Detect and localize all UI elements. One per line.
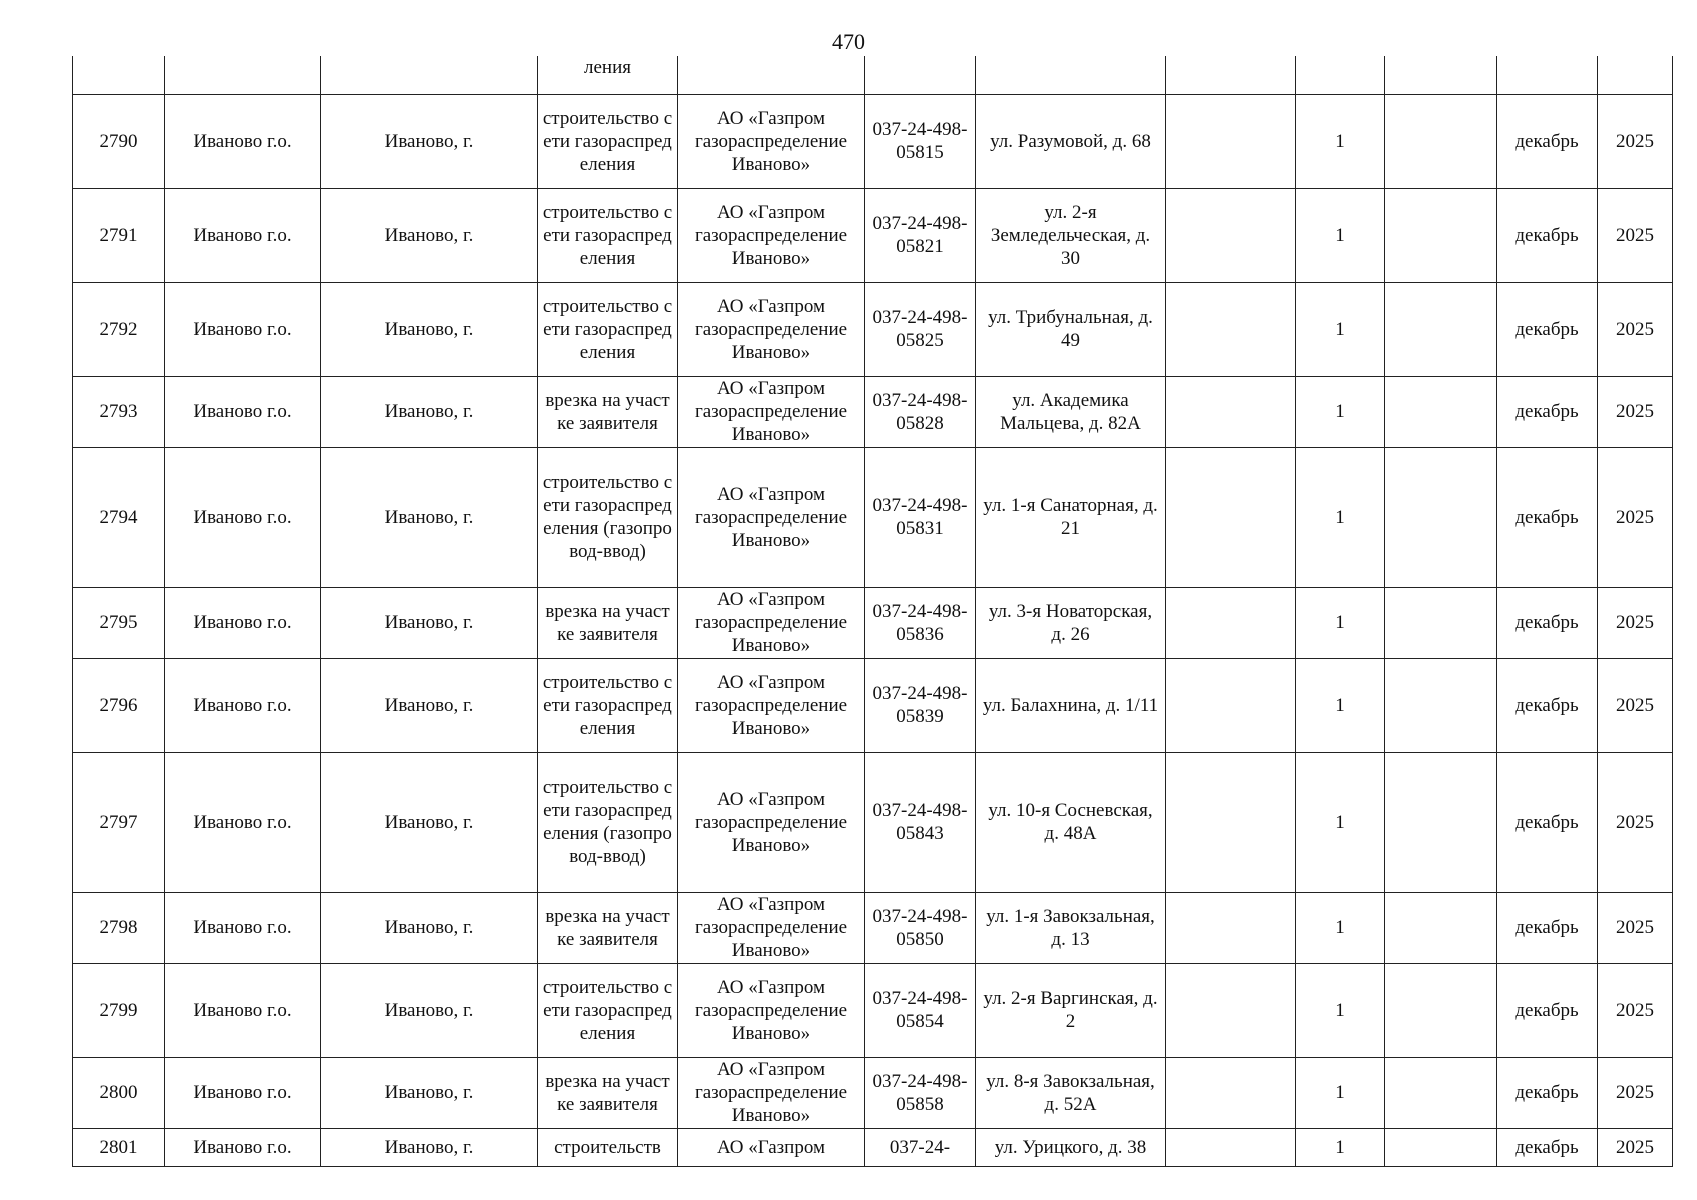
cell-count: 1	[1296, 447, 1385, 587]
cell-org	[678, 56, 865, 94]
cell-count: 1	[1296, 658, 1385, 752]
cell-empty	[1166, 1057, 1296, 1128]
cell-count: 1	[1296, 1128, 1385, 1166]
cell-work: строительство сети газораспределения (газопровод-ввод)	[538, 447, 678, 587]
cell-month: декабрь	[1497, 892, 1598, 963]
cell-work: строительство сети газораспределения	[538, 94, 678, 188]
cell-district: Иваново г.о.	[165, 658, 321, 752]
cell-empty	[1385, 282, 1497, 376]
cell-year: 2025	[1598, 188, 1673, 282]
cell-no: 2798	[73, 892, 165, 963]
cell-no: 2799	[73, 963, 165, 1057]
cell-empty	[1166, 56, 1296, 94]
cell-code: 037-24-498-05858	[865, 1057, 976, 1128]
gas-connection-table	[72, 56, 1673, 1167]
cell-empty	[1385, 94, 1497, 188]
cell-code: 037-24-498-05854	[865, 963, 976, 1057]
cell-address: ул. 1-я Санаторная, д. 21	[976, 447, 1166, 587]
table-row	[73, 376, 1673, 447]
cell-district: Иваново г.о.	[165, 94, 321, 188]
cell-empty	[1385, 1057, 1497, 1128]
cell-count: 1	[1296, 282, 1385, 376]
cell-locality	[321, 56, 538, 94]
cell-count: 1	[1296, 94, 1385, 188]
cell-work: врезка на участке заявителя	[538, 892, 678, 963]
cell-year: 2025	[1598, 447, 1673, 587]
cell-district: Иваново г.о.	[165, 1057, 321, 1128]
table-row	[73, 892, 1673, 963]
cell-empty	[1385, 188, 1497, 282]
table-row	[73, 188, 1673, 282]
cell-code: 037-24-498-05839	[865, 658, 976, 752]
cell-count: 1	[1296, 188, 1385, 282]
cell-no: 2791	[73, 188, 165, 282]
cell-work: строительство сети газораспределения	[538, 282, 678, 376]
table-row-continued	[73, 56, 1673, 94]
cell-locality: Иваново, г.	[321, 658, 538, 752]
cell-no: 2796	[73, 658, 165, 752]
cell-empty	[1166, 892, 1296, 963]
table-row	[73, 1128, 1673, 1166]
cell-work: врезка на участке заявителя	[538, 376, 678, 447]
cell-empty	[1385, 447, 1497, 587]
table-row	[73, 94, 1673, 188]
cell-org: АО «Газпром газораспределение Иваново»	[678, 1057, 865, 1128]
table-row	[73, 658, 1673, 752]
cell-count	[1296, 56, 1385, 94]
cell-empty	[1385, 56, 1497, 94]
cell-empty	[1166, 752, 1296, 892]
page-number: 470	[832, 29, 865, 54]
cell-empty	[1166, 587, 1296, 658]
cell-org: АО «Газпром газораспределение Иваново»	[678, 188, 865, 282]
cell-org: АО «Газпром	[678, 1128, 865, 1166]
cell-locality: Иваново, г.	[321, 94, 538, 188]
cell-empty	[1166, 1128, 1296, 1166]
cell-address: ул. 3-я Новаторская, д. 26	[976, 587, 1166, 658]
cell-month: декабрь	[1497, 282, 1598, 376]
cell-year: 2025	[1598, 752, 1673, 892]
cell-count: 1	[1296, 892, 1385, 963]
cell-district: Иваново г.о.	[165, 1128, 321, 1166]
table-row	[73, 282, 1673, 376]
cell-work: строительство сети газораспределения	[538, 658, 678, 752]
cell-empty	[1385, 752, 1497, 892]
cell-month: декабрь	[1497, 1057, 1598, 1128]
cell-org: АО «Газпром газораспределение Иваново»	[678, 963, 865, 1057]
table-row	[73, 963, 1673, 1057]
cell-org: АО «Газпром газораспределение Иваново»	[678, 658, 865, 752]
cell-year	[1598, 56, 1673, 94]
cell-org: АО «Газпром газораспределение Иваново»	[678, 447, 865, 587]
cell-district: Иваново г.о.	[165, 282, 321, 376]
cell-district	[165, 56, 321, 94]
cell-month: декабрь	[1497, 587, 1598, 658]
cell-work: врезка на участке заявителя	[538, 587, 678, 658]
cell-year: 2025	[1598, 282, 1673, 376]
cell-org: АО «Газпром газораспределение Иваново»	[678, 94, 865, 188]
cell-district: Иваново г.о.	[165, 376, 321, 447]
cell-address: ул. 10-я Сосневская, д. 48А	[976, 752, 1166, 892]
cell-empty	[1166, 94, 1296, 188]
cell-no: 2797	[73, 752, 165, 892]
cell-empty	[1166, 963, 1296, 1057]
cell-no: 2794	[73, 447, 165, 587]
cell-empty	[1385, 892, 1497, 963]
cell-code: 037-24-498-05850	[865, 892, 976, 963]
cell-no	[73, 56, 165, 94]
cell-locality: Иваново, г.	[321, 1128, 538, 1166]
cell-address: ул. Трибунальная, д. 49	[976, 282, 1166, 376]
cell-month	[1497, 56, 1598, 94]
cell-code: 037-24-498-05828	[865, 376, 976, 447]
cell-empty	[1385, 1128, 1497, 1166]
cell-no: 2790	[73, 94, 165, 188]
cell-address: ул. 8-я Завокзальная, д. 52А	[976, 1057, 1166, 1128]
table-row	[73, 587, 1673, 658]
cell-locality: Иваново, г.	[321, 447, 538, 587]
cell-district: Иваново г.о.	[165, 188, 321, 282]
cell-locality: Иваново, г.	[321, 752, 538, 892]
cell-month: декабрь	[1497, 376, 1598, 447]
cell-no: 2793	[73, 376, 165, 447]
cell-locality: Иваново, г.	[321, 376, 538, 447]
cell-year: 2025	[1598, 94, 1673, 188]
cell-address	[976, 56, 1166, 94]
table-body	[73, 56, 1673, 1166]
cell-no: 2800	[73, 1057, 165, 1128]
cell-year: 2025	[1598, 963, 1673, 1057]
cell-code	[865, 56, 976, 94]
cell-code: 037-24-498-05843	[865, 752, 976, 892]
cell-code: 037-24-498-05825	[865, 282, 976, 376]
cell-work: ления	[538, 56, 678, 94]
cell-empty	[1385, 658, 1497, 752]
cell-work: строительство сети газораспределения (газопровод-ввод)	[538, 752, 678, 892]
cell-address: ул. Академика Мальцева, д. 82А	[976, 376, 1166, 447]
cell-code: 037-24-498-05821	[865, 188, 976, 282]
cell-month: декабрь	[1497, 752, 1598, 892]
cell-year: 2025	[1598, 587, 1673, 658]
cell-org: АО «Газпром газораспределение Иваново»	[678, 587, 865, 658]
cell-month: декабрь	[1497, 94, 1598, 188]
cell-address: ул. 1-я Завокзальная, д. 13	[976, 892, 1166, 963]
cell-address: ул. Балахнина, д. 1/11	[976, 658, 1166, 752]
cell-work: строительство сети газораспределения	[538, 188, 678, 282]
cell-empty	[1166, 447, 1296, 587]
cell-org: АО «Газпром газораспределение Иваново»	[678, 892, 865, 963]
cell-work: врезка на участке заявителя	[538, 1057, 678, 1128]
cell-month: декабрь	[1497, 1128, 1598, 1166]
cell-org: АО «Газпром газораспределение Иваново»	[678, 752, 865, 892]
cell-no: 2801	[73, 1128, 165, 1166]
cell-empty	[1166, 658, 1296, 752]
cell-district: Иваново г.о.	[165, 447, 321, 587]
cell-empty	[1385, 376, 1497, 447]
cell-count: 1	[1296, 1057, 1385, 1128]
cell-locality: Иваново, г.	[321, 963, 538, 1057]
cell-code: 037-24-	[865, 1128, 976, 1166]
table-row	[73, 752, 1673, 892]
cell-address: ул. Разумовой, д. 68	[976, 94, 1166, 188]
cell-year: 2025	[1598, 658, 1673, 752]
cell-year: 2025	[1598, 1057, 1673, 1128]
cell-locality: Иваново, г.	[321, 188, 538, 282]
cell-year: 2025	[1598, 376, 1673, 447]
cell-work: строительств	[538, 1128, 678, 1166]
cell-count: 1	[1296, 963, 1385, 1057]
cell-locality: Иваново, г.	[321, 282, 538, 376]
cell-empty	[1385, 587, 1497, 658]
table-row	[73, 447, 1673, 587]
cell-empty	[1166, 282, 1296, 376]
cell-month: декабрь	[1497, 658, 1598, 752]
cell-month: декабрь	[1497, 188, 1598, 282]
cell-district: Иваново г.о.	[165, 752, 321, 892]
cell-address: ул. 2-я Земледельческая, д. 30	[976, 188, 1166, 282]
cell-year: 2025	[1598, 892, 1673, 963]
cell-district: Иваново г.о.	[165, 892, 321, 963]
cell-count: 1	[1296, 587, 1385, 658]
cell-count: 1	[1296, 752, 1385, 892]
cell-locality: Иваново, г.	[321, 892, 538, 963]
cell-district: Иваново г.о.	[165, 587, 321, 658]
cell-empty	[1166, 188, 1296, 282]
table-row	[73, 1057, 1673, 1128]
cell-empty	[1166, 376, 1296, 447]
cell-org: АО «Газпром газораспределение Иваново»	[678, 376, 865, 447]
cell-empty	[1385, 963, 1497, 1057]
cell-address: ул. 2-я Варгинская, д. 2	[976, 963, 1166, 1057]
cell-code: 037-24-498-05815	[865, 94, 976, 188]
cell-address: ул. Урицкого, д. 38	[976, 1128, 1166, 1166]
cell-locality: Иваново, г.	[321, 587, 538, 658]
cell-work: строительство сети газораспределения	[538, 963, 678, 1057]
cell-month: декабрь	[1497, 447, 1598, 587]
cell-district: Иваново г.о.	[165, 963, 321, 1057]
cell-no: 2795	[73, 587, 165, 658]
cell-month: декабрь	[1497, 963, 1598, 1057]
cell-locality: Иваново, г.	[321, 1057, 538, 1128]
cell-year: 2025	[1598, 1128, 1673, 1166]
cell-org: АО «Газпром газораспределение Иваново»	[678, 282, 865, 376]
cell-no: 2792	[73, 282, 165, 376]
cell-count: 1	[1296, 376, 1385, 447]
cell-code: 037-24-498-05831	[865, 447, 976, 587]
cell-code: 037-24-498-05836	[865, 587, 976, 658]
